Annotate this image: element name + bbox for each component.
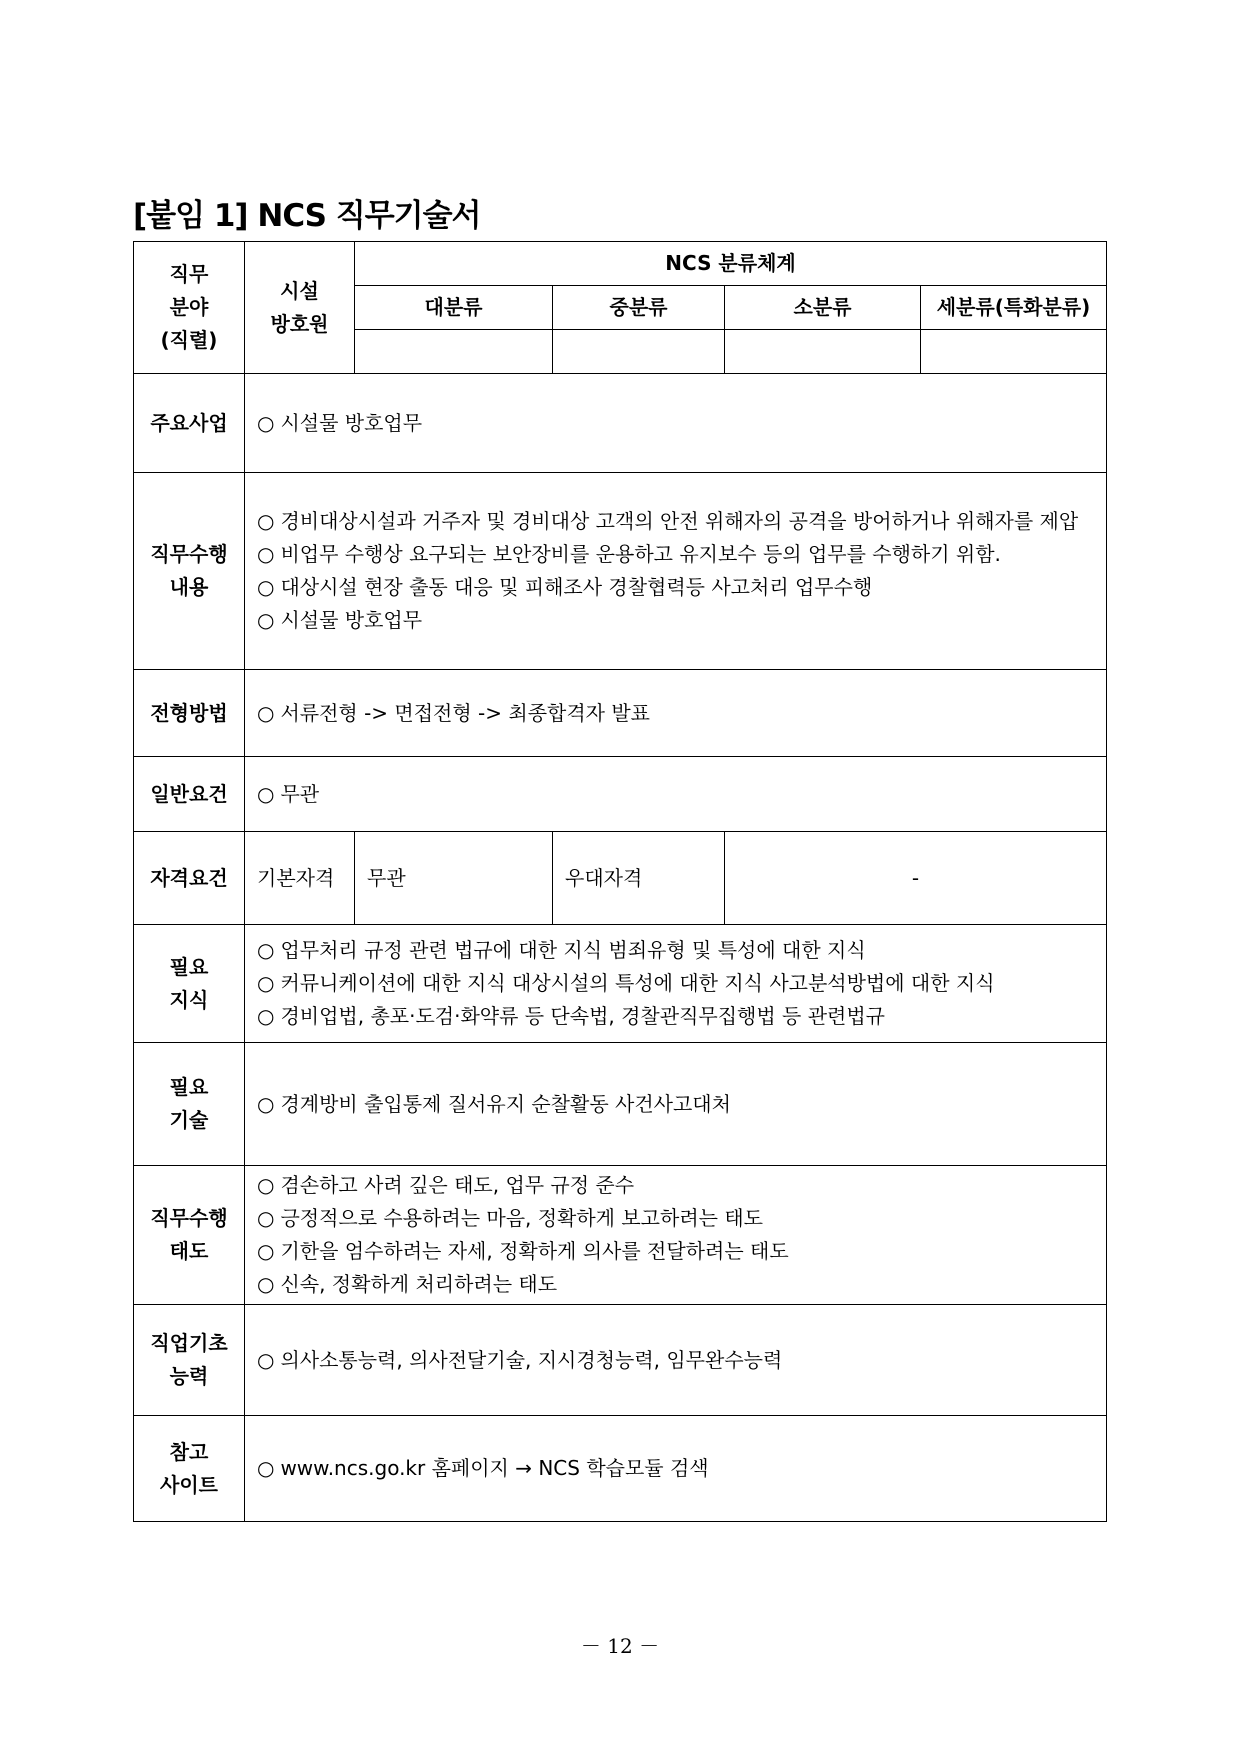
- class-detail-value: [921, 330, 1107, 374]
- duties-content: [245, 473, 1107, 670]
- class-detail-label: 세분류(특화분류): [921, 286, 1107, 330]
- list-item: ○ 의사소통능력, 의사전달기술, 지시경청능력, 임무완수능력: [257, 1347, 783, 1372]
- reference-content: [245, 1416, 1107, 1522]
- class-middle-value: [553, 330, 725, 374]
- page-title: [붙임 1] NCS 직무기술서: [133, 198, 481, 234]
- class-major-label: 대분류: [355, 286, 553, 330]
- preferred-qualification-label: 우대자격: [553, 832, 725, 925]
- skills-content: [245, 1043, 1107, 1166]
- job-description-table: [133, 241, 1107, 1522]
- knowledge-label: 필요 지식: [134, 925, 245, 1043]
- list-item: ○ 커뮤니케이션에 대한 지식 대상시설의 특성에 대한 지식 사고분석방법에 대한 지식: [257, 971, 995, 995]
- general-req-label: 일반요건: [134, 757, 245, 832]
- basic-ability-content: [245, 1305, 1107, 1416]
- list-item: ○ www.ncs.go.kr 홈페이지 → NCS 학습모듈 검색: [257, 1456, 709, 1480]
- attitude-content: [245, 1166, 1107, 1305]
- list-item: ○ 무관: [257, 781, 320, 806]
- list-item: ○ 서류전형 -> 면접전형 -> 최종합격자 발표: [257, 700, 650, 725]
- preferred-qualification-value: -: [725, 832, 1107, 925]
- knowledge-content: [245, 925, 1107, 1043]
- selection-label: 전형방법: [134, 670, 245, 757]
- list-item: ○ 경비대상시설과 거주자 및 경비대상 고객의 안전 위해자의 공격을 방어하거나 위해자를 제압: [257, 509, 1079, 533]
- job-name: 시설 방호원: [245, 242, 355, 374]
- qualification-label: 자격요건: [134, 832, 245, 925]
- list-item: ○ 기한을 엄수하려는 자세, 정확하게 의사를 전달하려는 태도: [257, 1239, 789, 1263]
- page-number: － 12 －: [580, 1634, 660, 1658]
- class-major-value: [355, 330, 553, 374]
- class-middle-label: 중분류: [553, 286, 725, 330]
- list-item: ○ 긍정적으로 수용하려는 마음, 정확하게 보고하려는 태도: [257, 1206, 763, 1230]
- attitude-label: 직무수행 태도: [134, 1166, 245, 1305]
- list-item: ○ 대상시설 현장 출동 대응 및 피해조사 경찰협력등 사고처리 업무수행: [257, 575, 873, 599]
- list-item: ○ 업무처리 규정 관련 법규에 대한 지식 범죄유형 및 특성에 대한 지식: [257, 938, 866, 962]
- list-item: ○ 시설물 방호업무: [257, 608, 423, 632]
- basic-qualification-label: 기본자격: [245, 832, 355, 925]
- reference-label: 참고 사이트: [134, 1416, 245, 1522]
- main-business-content: [245, 374, 1107, 473]
- list-item: ○ 신속, 정확하게 처리하려는 태도: [257, 1272, 558, 1296]
- list-item: ○ 시설물 방호업무: [257, 410, 423, 435]
- general-req-content: [245, 757, 1107, 832]
- list-item: ○ 경비업법, 총포·도검·화약류 등 단속법, 경찰관직무집행법 등 관련법규: [257, 1004, 885, 1028]
- basic-ability-label: 직업기초 능력: [134, 1305, 245, 1416]
- skills-label: 필요 기술: [134, 1043, 245, 1166]
- class-minor-label: 소분류: [725, 286, 921, 330]
- main-business-label: 주요사업: [134, 374, 245, 473]
- ncs-classification-label: NCS 분류체계: [355, 242, 1107, 286]
- list-item: ○ 비업무 수행상 요구되는 보안장비를 운용하고 유지보수 등의 업무를 수행하기 위함.: [257, 542, 1001, 566]
- job-field-label: 직무 분야 (직렬): [134, 242, 245, 374]
- duties-label: 직무수행 내용: [134, 473, 245, 670]
- basic-qualification-value: 무관: [355, 832, 553, 925]
- list-item: ○ 겸손하고 사려 깊은 태도, 업무 규정 준수: [257, 1173, 635, 1197]
- list-item: ○ 경계방비 출입통제 질서유지 순찰활동 사건사고대처: [257, 1091, 731, 1116]
- selection-content: [245, 670, 1107, 757]
- class-minor-value: [725, 330, 921, 374]
